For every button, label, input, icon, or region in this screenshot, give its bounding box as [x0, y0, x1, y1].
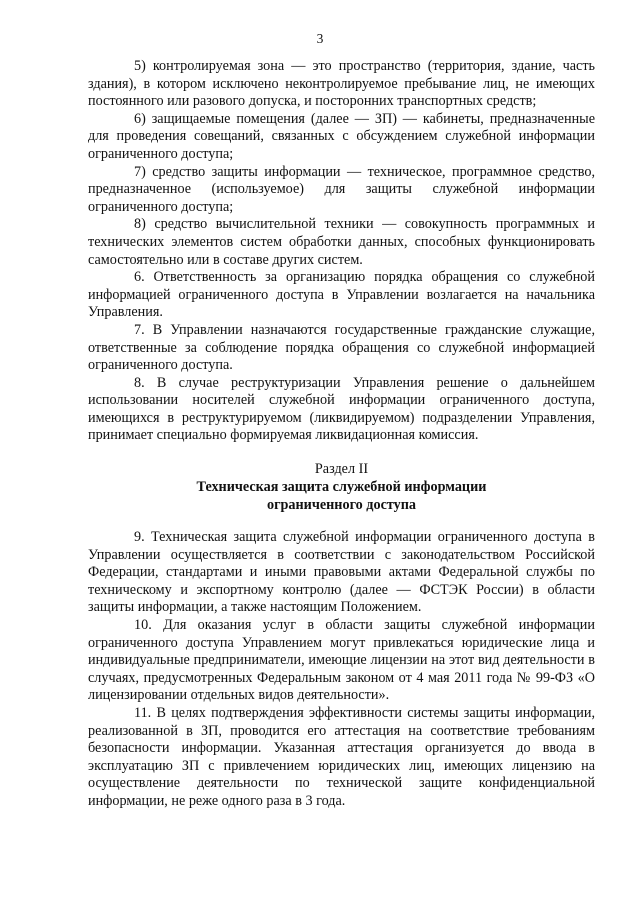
definition-computing-means: 8) средство вычислительной техники — совокупность программных и технических элементов систем обработки данных, способных функционировать самостоятельно или в составе других систем.: [88, 216, 595, 268]
clause-8: 8. В случае реструктуризации Управления решение о дальнейшем использовании носителей служебной информации ограниченного доступа, имеющихся в реструктурируемом (ликвидируемом) подразделении Управления, принимает специально формируемая ликвидационная комиссия.: [88, 374, 595, 444]
section-title-line-1: Техническая защита служебной информации: [196, 479, 487, 496]
definition-controlled-zone: 5) контролируемая зона — это пространство (территория, здание, часть здания), в котором исключено неконтролируемое пребывание лиц, не имеющих постоянного или разового допуска, и посторонних транспортных средств;: [88, 58, 595, 110]
section-title-line-2: ограниченного доступа: [266, 497, 417, 514]
page-number: 3: [316, 31, 324, 46]
clause-7: 7. В Управлении назначаются государственные гражданские служащие, ответственные за соблюдение порядка обращения со служебной информацией ограниченного доступа.: [88, 321, 595, 374]
definition-protection-means: 7) средство защиты информации — техническое, программное средство, предназначенное (используемое) для защиты служебной информации ограниченного доступа;: [88, 163, 595, 215]
clause-9: 9. Техническая защита служебной информации ограниченного доступа в Управлении осуществляется в соответствии с законодательством Российской Федерации, стандартами и иными правовыми актами Федеральной службы по техническому и экспортному контролю (далее — ФСТЭК России) в области защиты информации, а также настоящим Положением.: [88, 529, 595, 616]
clause-11: 11. В целях подтверждения эффективности системы защиты информации, реализованной в ЗП, проводится его аттестация на соответствие требованиям безопасности информации. Указанная аттестация организуется до ввода в эксплуатацию ЗП с привлечением юридических лиц, имеющих лицензию на осуществление деятельности по технической защите конфиденциальной информации, не реже одного раза в 3 года.: [88, 705, 595, 809]
document-body: [88, 58, 595, 811]
clause-6: 6. Ответственность за организацию порядка обращения со служебной информацией ограниченного доступа в Управлении возлагается на начальника Управления.: [88, 269, 595, 321]
clause-10: 10. Для оказания услуг в области защиты служебной информации ограниченного доступа Управлением могут привлекаться юридические лица и индивидуальные предприниматели, имеющие лицензии на этот вид деятельности в случаях, предусмотренных Федеральным законом от 4 мая 2011 года № 99-ФЗ «О лицензировании отдельных видов деятельности».: [88, 617, 595, 704]
section-label: Раздел II: [314, 461, 369, 478]
section-heading: [88, 460, 595, 514]
definition-protected-rooms: 6) защищаемые помещения (далее — ЗП) — кабинеты, предназначенные для проведения совещаний, связанных с обсуждением служебной информации ограниченного доступа;: [88, 110, 595, 162]
